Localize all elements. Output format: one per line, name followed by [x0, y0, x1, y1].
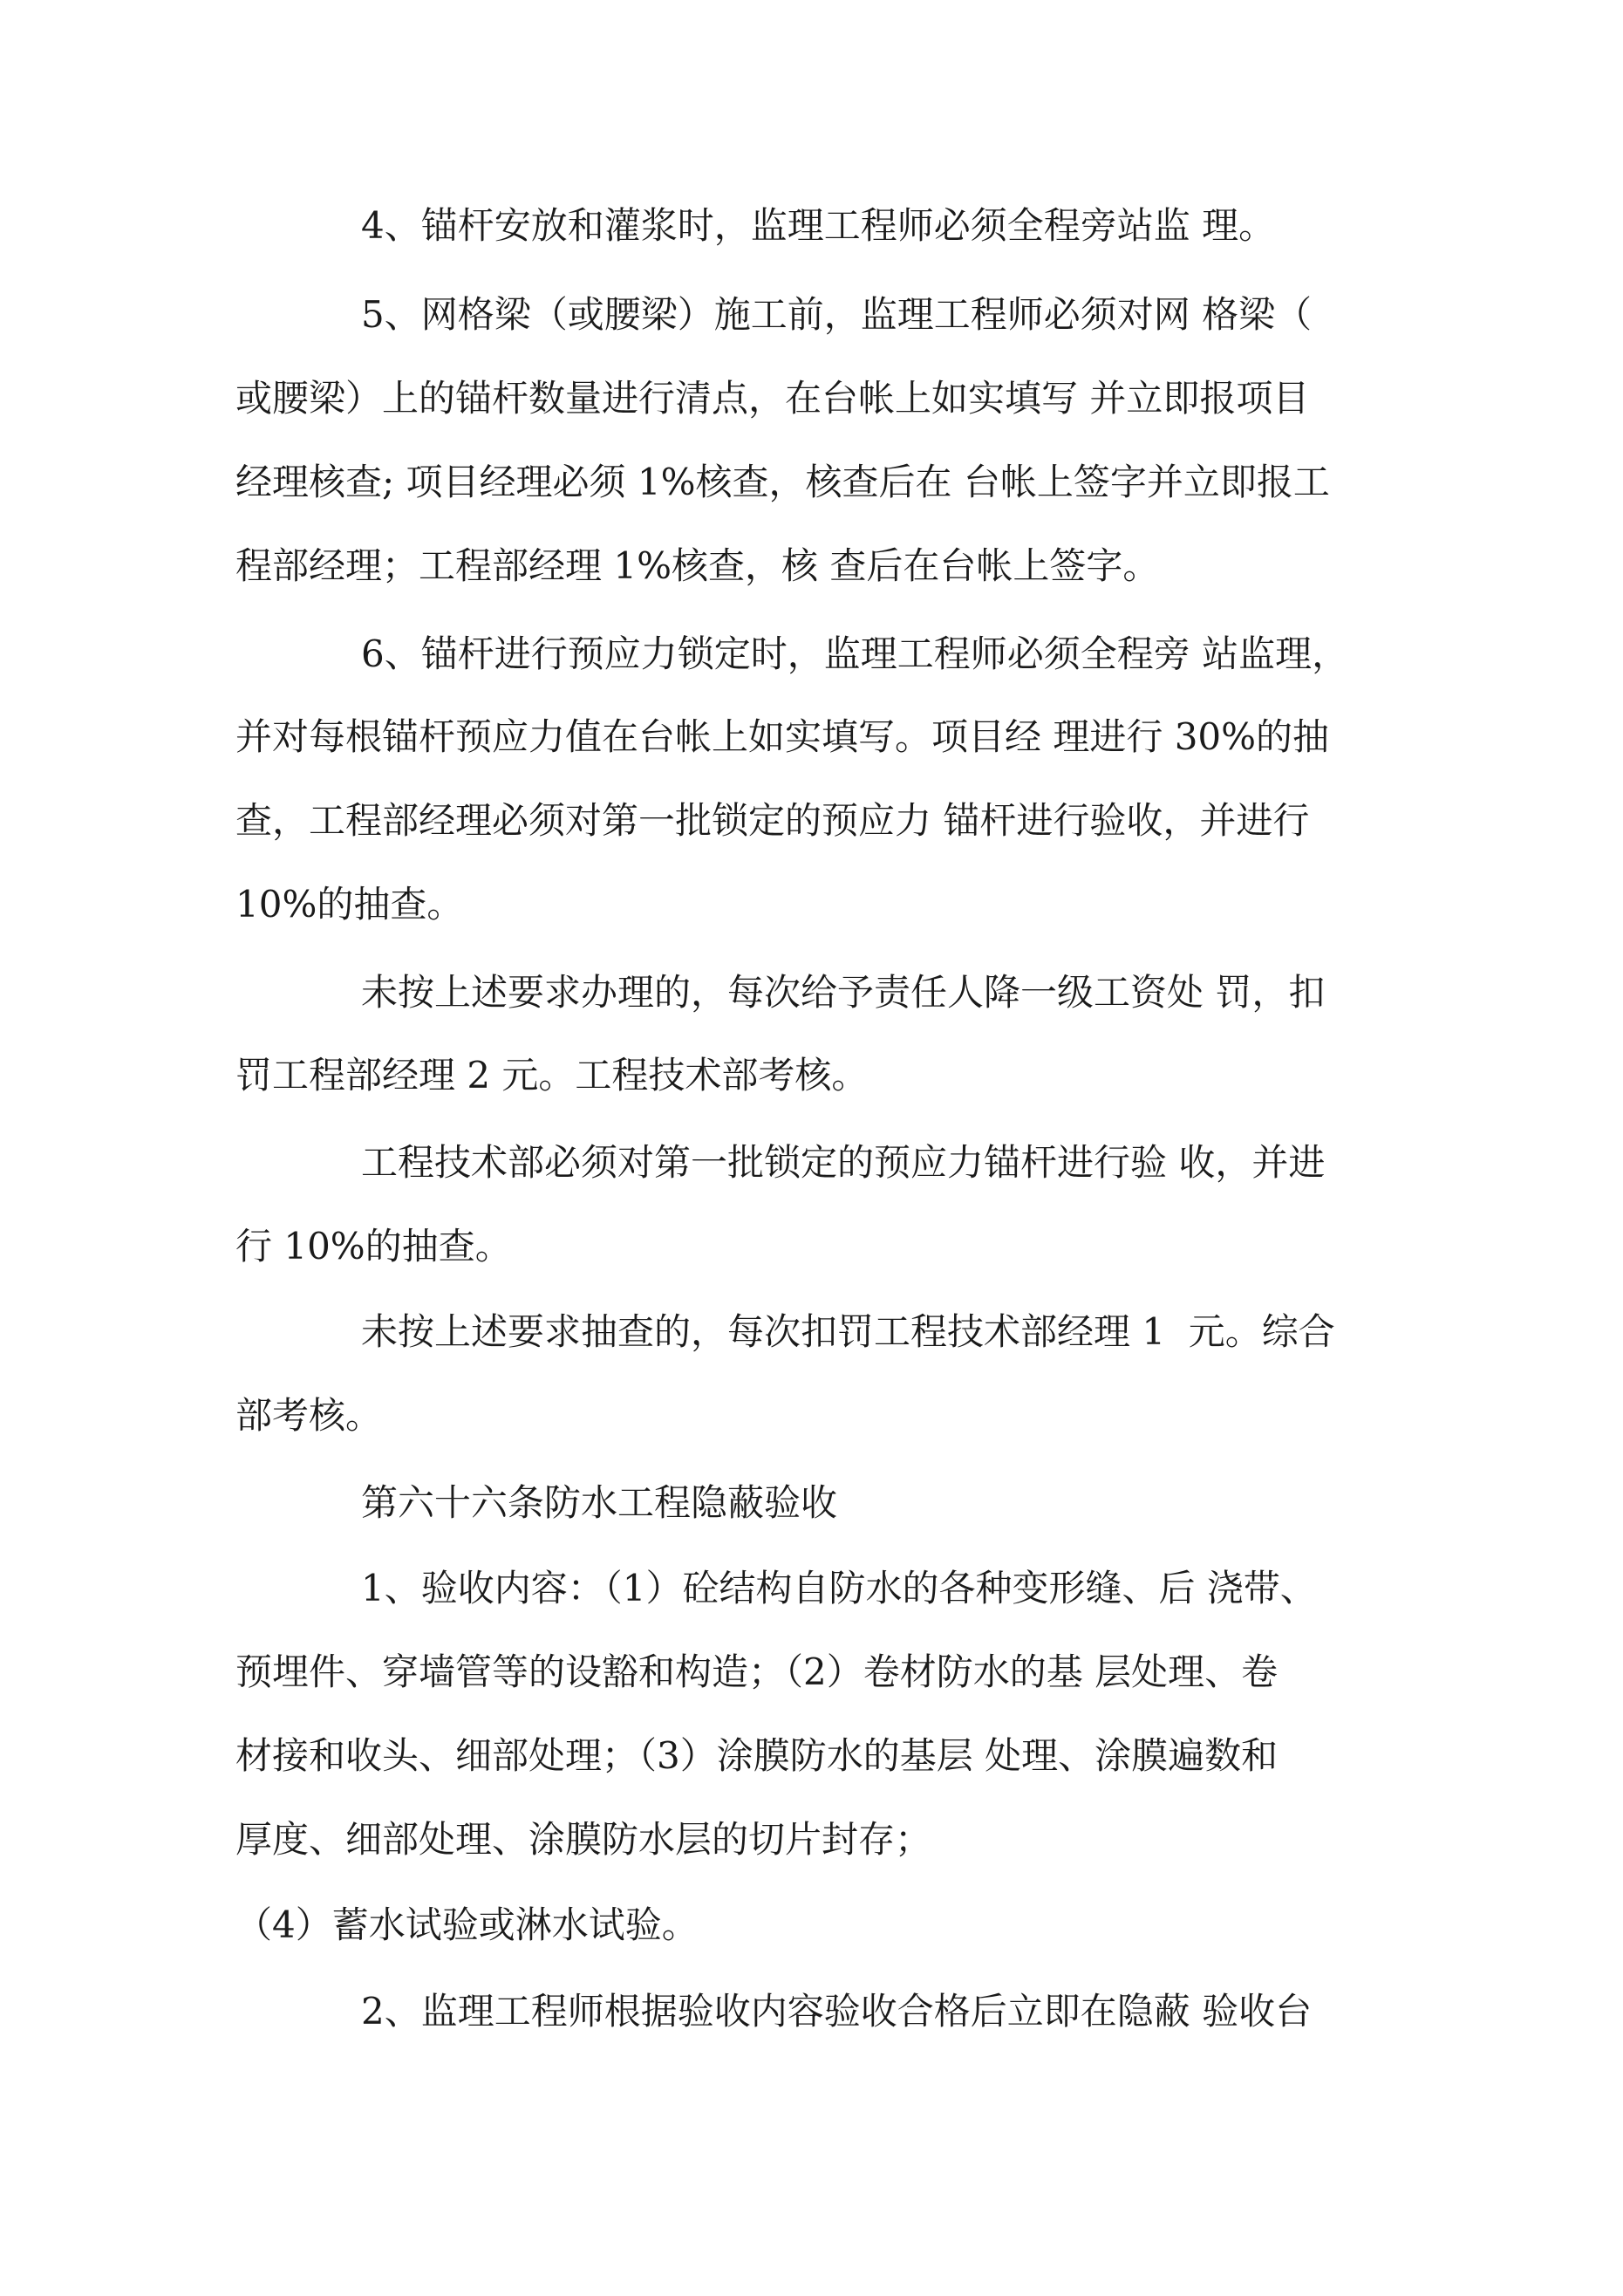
text-line: 4、锚杆安放和灌浆时，监理工程师必须全程旁站监 理。 [361, 204, 1276, 247]
text-line: 行 10%的抽查。 [235, 1225, 512, 1268]
text-line: 查，工程部经理必须对第一批锁定的预应力 锚杆进行验收，并进行 [235, 799, 1310, 842]
text-line: 材接和收头、细部处理；（3）涂膜防水的基层 处理、涂膜遍数和 [235, 1734, 1279, 1777]
text-line: 1、验收内容：（1）砼结构自防水的各种变形缝、后 浇带、 [361, 1567, 1317, 1609]
text-line: 2、监理工程师根据验收内容验收合格后立即在隐蔽 验收台 [361, 1990, 1313, 2033]
text-line: 未按上述要求办理的，每次给予责任人降一级工资处 罚，扣 [361, 971, 1326, 1014]
text-line: 经理核查; 项目经理必须 1%核查，核查后在 台帐上签字并立即报工 [235, 461, 1330, 503]
text-line: 6、锚杆进行预应力锁定时，监理工程师必须全程旁 站监理， [361, 632, 1349, 675]
section-heading: 第六十六条防水工程隐蔽验收 [361, 1481, 838, 1524]
text-line: （4）蓄水试验或淋水试验。 [235, 1903, 699, 1946]
text-line: 程部经理；工程部经理 1%核查，核 查后在台帐上签字。 [235, 544, 1160, 587]
text-line: 工程技术部必须对第一批锁定的预应力锚杆进行验 收，并进 [361, 1141, 1326, 1184]
text-line: 并对每根锚杆预应力值在台帐上如实填写。项目经 理进行 30%的抽 [235, 715, 1330, 758]
text-line: 罚工程部经理 2 元。工程技术部考核。 [235, 1054, 869, 1097]
text-line: 5、网格梁（或腰梁）施工前，监理工程师必须对网 格梁（ [361, 293, 1313, 336]
text-line: 10%的抽查。 [235, 883, 464, 926]
text-line: 未按上述要求抽查的，每次扣罚工程技术部经理 1 元。综合 [361, 1310, 1335, 1353]
text-line: 预埋件、穿墙管等的设豁和构造；（2）卷材防水的基 层处理、卷 [235, 1650, 1279, 1693]
text-line: 厚度、细部处理、涂膜防水层的切片封存； [235, 1818, 932, 1861]
text-line: 部考核。 [235, 1394, 383, 1437]
text-line: 或腰梁）上的锚杆数量进行清点，在台帐上如实填写 并立即报项目 [235, 377, 1310, 420]
